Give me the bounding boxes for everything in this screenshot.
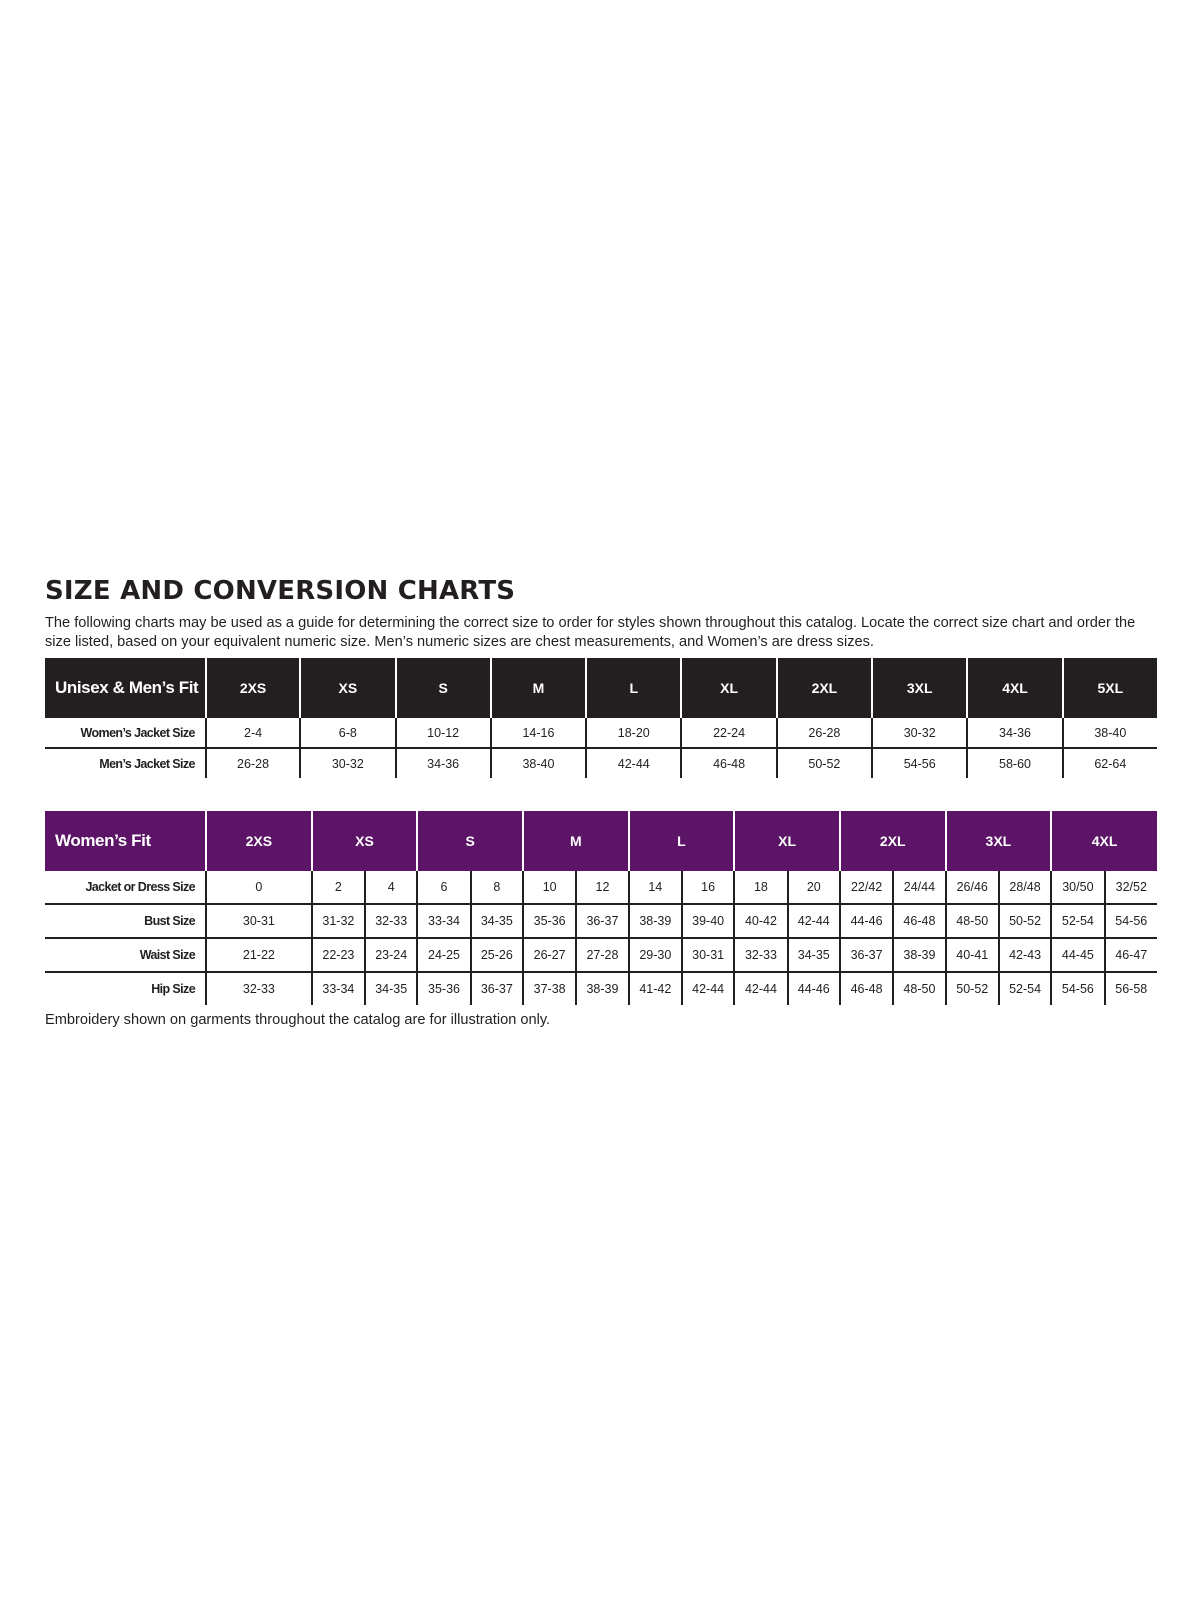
table-cell: 62-64 (1063, 748, 1157, 778)
table-cell: 26/46 (946, 871, 999, 904)
table-cell: 44-45 (1051, 938, 1104, 972)
table-cell: 46-48 (681, 748, 776, 778)
table-cell: 44-46 (788, 972, 840, 1005)
table-cell: 42-44 (734, 972, 787, 1005)
table-cell: 34-36 (967, 718, 1062, 748)
table-cell: 38-40 (491, 748, 586, 778)
table-cell: 38-39 (629, 904, 682, 938)
table-cell: 26-27 (523, 938, 576, 972)
table-cell: 38-39 (893, 938, 945, 972)
table-cell: 14-16 (491, 718, 586, 748)
size-header-m: M (491, 658, 586, 718)
table-cell: 25-26 (471, 938, 523, 972)
intro-paragraph: The following charts may be used as a guide for determining the correct size to order for styles shown throughout this catalog. Locate the correct size chart and order the size listed, based on your equivalent numeric size. Men’s numeric sizes are chest measurements, and Women’s are dress sizes. (45, 615, 1136, 650)
womens-size-table (45, 811, 1157, 1005)
size-header-l: L (586, 658, 681, 718)
table-cell: 10 (523, 871, 576, 904)
size-header-3xl: 3XL (946, 811, 1052, 871)
row-label: Men’s Jacket Size (99, 756, 195, 771)
table-gap (45, 778, 1157, 811)
fit-header-label: Women’s Fit (45, 811, 206, 871)
table-cell: 33-34 (312, 972, 365, 1005)
table-cell: 37-38 (523, 972, 576, 1005)
table-cell: 20 (788, 871, 840, 904)
unisex-mens-size-table (45, 658, 1157, 778)
row-label: Bust Size (45, 904, 206, 938)
table-cell: 35-36 (417, 972, 470, 1005)
table-cell: 22-23 (312, 938, 365, 972)
table-cell: 21-22 (206, 938, 312, 972)
size-header-2xs: 2XS (206, 811, 312, 871)
table-cell: 30/50 (1051, 871, 1104, 904)
size-header-xl: XL (734, 811, 840, 871)
table-cell: 46-48 (893, 904, 945, 938)
row-label: Hip Size (151, 982, 196, 996)
table-cell: 4 (365, 871, 417, 904)
table-cell: 34-36 (396, 748, 491, 778)
table-cell: 50-52 (777, 748, 872, 778)
table-cell: 36-37 (471, 972, 523, 1005)
table-cell: 32/52 (1105, 871, 1157, 904)
table-cell: 26-28 (777, 718, 872, 748)
table-cell: 18-20 (586, 718, 681, 748)
table-cell: 24/44 (893, 871, 945, 904)
table-cell: 38-39 (576, 972, 628, 1005)
table-cell: 34-35 (365, 972, 417, 1005)
table-cell: 41-42 (629, 972, 682, 1005)
size-header-2xl: 2XL (777, 658, 872, 718)
table-cell: 6-8 (300, 718, 395, 748)
table-cell: 33-34 (417, 904, 470, 938)
table-cell: 54-56 (872, 748, 967, 778)
table-cell: 48-50 (946, 904, 999, 938)
table-row (45, 718, 1157, 748)
row-label: Jacket or Dress Size (45, 871, 206, 904)
table-row (45, 972, 1157, 1005)
table-cell: 30-32 (872, 718, 967, 748)
table-cell: 52-54 (1051, 904, 1104, 938)
table-cell: 6 (417, 871, 470, 904)
table-cell: 32-33 (365, 904, 417, 938)
table-cell: 50-52 (999, 904, 1051, 938)
table-cell: 16 (682, 871, 734, 904)
table-cell: 42-44 (586, 748, 681, 778)
size-chart-document (45, 575, 1157, 1045)
table-cell: 12 (576, 871, 628, 904)
table-cell: 27-28 (576, 938, 628, 972)
size-header-xs: XS (312, 811, 418, 871)
size-header-s: S (396, 658, 491, 718)
size-header-m: M (523, 811, 629, 871)
table-cell: 10-12 (396, 718, 491, 748)
table-cell: 35-36 (523, 904, 576, 938)
size-header-5xl: 5XL (1063, 658, 1157, 718)
table-cell: 38-40 (1063, 718, 1157, 748)
table-cell: 23-24 (365, 938, 417, 972)
table-cell: 34-35 (471, 904, 523, 938)
table-row (45, 748, 1157, 778)
table-cell: 8 (471, 871, 523, 904)
fit-header-label: Unisex & Men’s Fit (45, 658, 206, 718)
table-cell: 39-40 (682, 904, 734, 938)
table-cell: 40-41 (946, 938, 999, 972)
table-cell: 46-48 (840, 972, 893, 1005)
table-row (45, 871, 1157, 904)
table-cell: 42-43 (999, 938, 1051, 972)
size-header-3xl: 3XL (872, 658, 967, 718)
footnote: Embroidery shown on garments throughout the catalog are for illustration only. (45, 1012, 551, 1028)
row-label: Women’s Jacket Size (45, 718, 206, 748)
table-cell: 24-25 (417, 938, 470, 972)
table-cell: 44-46 (840, 904, 893, 938)
size-header-xl: XL (681, 658, 776, 718)
page-title: SIZE AND CONVERSION CHARTS (45, 576, 516, 606)
table-cell: 26-28 (206, 748, 300, 778)
header-row (45, 811, 1157, 871)
table-cell: 54-56 (1051, 972, 1104, 1005)
table-cell: 42-44 (682, 972, 734, 1005)
row-label: Waist Size (45, 938, 206, 972)
table-cell: 14 (629, 871, 682, 904)
table-cell: 29-30 (629, 938, 682, 972)
table-cell: 52-54 (999, 972, 1051, 1005)
size-header-4xl: 4XL (967, 658, 1062, 718)
size-header-2xl: 2XL (840, 811, 946, 871)
table-cell: 54-56 (1105, 904, 1157, 938)
table-cell: 56-58 (1105, 972, 1157, 1005)
table-cell: 31-32 (312, 904, 365, 938)
table-cell: 40-42 (734, 904, 787, 938)
size-header-4xl: 4XL (1051, 811, 1157, 871)
table-cell: 50-52 (946, 972, 999, 1005)
size-header-xs: XS (300, 658, 395, 718)
table-cell: 48-50 (893, 972, 945, 1005)
size-header-l: L (629, 811, 735, 871)
header-row (45, 658, 1157, 718)
table-cell: 28/48 (999, 871, 1051, 904)
size-header-2xs: 2XS (206, 658, 300, 718)
table-cell: 30-31 (682, 938, 734, 972)
table-cell: 32-33 (734, 938, 787, 972)
table-cell: 42-44 (788, 904, 840, 938)
table-cell: 46-47 (1105, 938, 1157, 972)
table-row (45, 904, 1157, 938)
table-cell: 22/42 (840, 871, 893, 904)
table-cell: 34-35 (788, 938, 840, 972)
table-cell: 0 (206, 871, 312, 904)
table-row (45, 938, 1157, 972)
table-cell: 32-33 (206, 972, 312, 1005)
table-cell: 30-31 (206, 904, 312, 938)
table-cell: 18 (734, 871, 787, 904)
table-cell: 36-37 (840, 938, 893, 972)
table-cell: 30-32 (300, 748, 395, 778)
table-cell: 22-24 (681, 718, 776, 748)
size-header-s: S (417, 811, 523, 871)
table-cell: 58-60 (967, 748, 1062, 778)
table-cell: 2-4 (206, 718, 300, 748)
table-cell: 36-37 (576, 904, 628, 938)
table-cell: 2 (312, 871, 365, 904)
